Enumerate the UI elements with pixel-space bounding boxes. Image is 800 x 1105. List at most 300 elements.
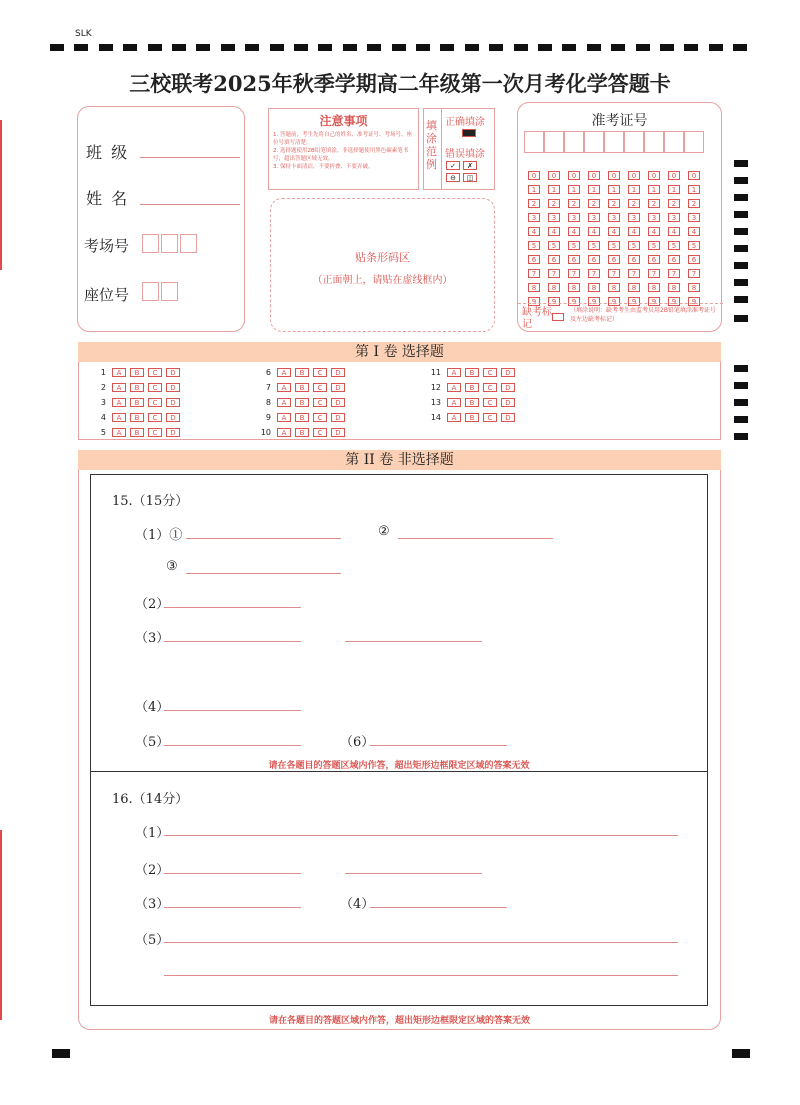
mc-question-row <box>90 379 184 394</box>
exam-id-bubble[interactable]: 1 <box>608 185 620 194</box>
timing-mark <box>734 228 748 235</box>
name-label: 姓 名 <box>86 189 130 208</box>
timing-mark <box>245 44 259 51</box>
exam-id-bubble[interactable]: 3 <box>568 213 580 222</box>
mc-option-bubble[interactable]: B <box>465 368 479 377</box>
mc-option-bubble[interactable]: D <box>166 368 180 377</box>
exam-id-bubble[interactable]: 2 <box>568 199 580 208</box>
exam-id-bubble[interactable]: 8 <box>548 283 560 292</box>
exam-id-bubble[interactable]: 2 <box>608 199 620 208</box>
q15-p6-answer[interactable] <box>370 745 507 746</box>
exam-id-bubble[interactable]: 0 <box>628 171 640 180</box>
mc-option-bubble[interactable]: B <box>465 398 479 407</box>
mc-option-bubble[interactable]: C <box>483 368 497 377</box>
exam-id-bubble[interactable]: 3 <box>608 213 620 222</box>
exam-id-bubble[interactable]: 5 <box>608 241 620 250</box>
exam-id-bubble[interactable]: 6 <box>668 255 680 264</box>
exam-id-bubble[interactable]: 8 <box>568 283 580 292</box>
timing-mark <box>392 44 406 51</box>
mc-question-row <box>425 364 519 379</box>
mc-column-2[interactable] <box>255 364 349 439</box>
mc-question-row <box>255 379 349 394</box>
mc-question-number: 5 <box>100 428 106 437</box>
mc-option-bubble[interactable]: A <box>447 398 461 407</box>
seat-label: 座位号 <box>84 286 130 304</box>
exam-id-bubble[interactable]: 9 <box>588 297 600 306</box>
barcode-area <box>270 198 495 332</box>
notice-box <box>268 108 419 190</box>
timing-mark <box>734 382 748 389</box>
mc-option-bubble[interactable]: B <box>295 398 309 407</box>
exam-id-bubble[interactable]: 8 <box>688 283 700 292</box>
exam-id-box[interactable] <box>604 131 624 153</box>
timing-mark <box>196 44 210 51</box>
exam-id-bubble[interactable]: 8 <box>628 283 640 292</box>
exam-id-bubble[interactable]: 6 <box>588 255 600 264</box>
mc-option-bubble[interactable]: D <box>501 383 515 392</box>
exam-id-bubble[interactable]: 9 <box>668 297 680 306</box>
exam-id-title: 准考证号 <box>591 113 648 129</box>
q16-p2-answer-1[interactable] <box>164 873 301 874</box>
timing-mark <box>734 433 748 440</box>
timing-mark <box>123 44 137 51</box>
timing-mark <box>74 44 88 51</box>
timing-mark <box>465 44 479 51</box>
notice-item: 1. 答题前，考生先将自己的姓名、准考证号、考场号、座位号填写清楚。 <box>273 132 412 146</box>
exam-id-bubble[interactable]: 3 <box>688 213 700 222</box>
timing-mark <box>318 44 332 51</box>
exam-id-bubble[interactable]: 2 <box>628 199 640 208</box>
mc-option-bubble[interactable]: D <box>331 428 345 437</box>
exam-id-bubble[interactable]: 5 <box>648 241 660 250</box>
timing-mark <box>294 44 308 51</box>
student-info-panel <box>77 106 245 332</box>
sheet-code: SLK <box>75 29 92 39</box>
exam-id-bubble[interactable]: 4 <box>548 227 560 236</box>
bottom-left-mark <box>52 1049 70 1058</box>
exam-id-bubble[interactable]: 3 <box>548 213 560 222</box>
mc-option-bubble[interactable]: B <box>295 413 309 422</box>
mc-option-bubble[interactable]: C <box>483 383 497 392</box>
timing-mark <box>734 296 748 303</box>
exam-id-bubble[interactable]: 7 <box>548 269 560 278</box>
q15-p6-label: （6） <box>340 735 375 750</box>
exam-id-bubble[interactable]: 9 <box>608 297 620 306</box>
mc-question-row <box>425 394 519 409</box>
mc-option-bubble[interactable]: A <box>447 383 461 392</box>
exam-id-bubble[interactable]: 0 <box>648 171 660 180</box>
timing-mark <box>733 44 747 51</box>
mc-option-bubble[interactable]: B <box>295 383 309 392</box>
q16-p3-answer[interactable] <box>164 907 301 908</box>
mc-option-bubble[interactable]: C <box>313 383 327 392</box>
exam-id-bubble[interactable]: 1 <box>548 185 560 194</box>
q15-p1b-label: ② <box>378 524 390 539</box>
timing-mark <box>734 177 748 184</box>
mc-option-bubble[interactable]: D <box>331 383 345 392</box>
timing-mark <box>734 194 748 201</box>
timing-mark <box>221 44 235 51</box>
timing-mark <box>367 44 381 51</box>
mc-option-bubble[interactable]: A <box>112 398 126 407</box>
exam-id-bubble[interactable]: 2 <box>528 199 540 208</box>
exam-id-bubble[interactable]: 8 <box>588 283 600 292</box>
timing-mark <box>636 44 650 51</box>
exam-id-bubble[interactable]: 0 <box>528 171 540 180</box>
mc-column-3[interactable] <box>425 364 519 424</box>
mc-question-number: 10 <box>260 428 271 437</box>
mc-question-row <box>255 409 349 424</box>
exam-id-bubble[interactable]: 8 <box>668 283 680 292</box>
exam-id-bubble[interactable]: 9 <box>528 297 540 306</box>
mc-option-bubble[interactable]: B <box>130 413 144 422</box>
mc-option-bubble[interactable]: C <box>313 398 327 407</box>
mc-option-bubble[interactable]: D <box>331 413 345 422</box>
mc-question-number: 13 <box>430 398 441 407</box>
q16-p5-answer-2[interactable] <box>164 975 678 976</box>
exam-id-bubble[interactable]: 4 <box>608 227 620 236</box>
mc-option-bubble[interactable]: B <box>465 413 479 422</box>
timing-mark <box>416 44 430 51</box>
mc-option-bubble[interactable]: C <box>148 413 162 422</box>
exam-id-box[interactable] <box>624 131 644 153</box>
q16-p4-label: （4） <box>340 897 375 912</box>
mc-option-bubble[interactable]: A <box>112 368 126 377</box>
exam-id-bubble[interactable]: 5 <box>528 241 540 250</box>
timing-mark <box>709 44 723 51</box>
mc-option-bubble[interactable]: D <box>331 368 345 377</box>
exam-id-bubble[interactable]: 4 <box>668 227 680 236</box>
exam-id-bubble[interactable]: 1 <box>648 185 660 194</box>
q16-p1-label: （1） <box>135 826 170 841</box>
exam-id-bubble[interactable]: 7 <box>668 269 680 278</box>
mc-question-row <box>255 364 349 379</box>
exam-id-bubble[interactable]: 7 <box>688 269 700 278</box>
exam-id-bubble[interactable]: 4 <box>528 227 540 236</box>
exam-id-bubble[interactable]: 6 <box>648 255 660 264</box>
q16-p1-answer[interactable] <box>164 835 678 836</box>
mc-option-bubble[interactable]: D <box>166 428 180 437</box>
timing-mark <box>172 44 186 51</box>
timing-mark <box>684 44 698 51</box>
exam-id-bubble[interactable]: 4 <box>588 227 600 236</box>
mc-question-row <box>90 424 184 439</box>
mc-question-number: 2 <box>100 383 106 392</box>
exam-id-bubble[interactable]: 5 <box>548 241 560 250</box>
q15-p3-answer-1[interactable] <box>164 641 301 642</box>
timing-mark <box>660 44 674 51</box>
correct-fill-label: 正确填涂 <box>445 117 485 128</box>
mc-option-bubble[interactable]: B <box>295 368 309 377</box>
mc-option-bubble[interactable]: C <box>483 413 497 422</box>
q15-p2-answer[interactable] <box>164 607 301 608</box>
exam-id-bubble[interactable]: 6 <box>688 255 700 264</box>
q15-p2-label: （2） <box>135 597 170 612</box>
mc-question-number: 6 <box>265 368 271 377</box>
mc-question-number: 4 <box>100 413 106 422</box>
timing-mark <box>611 44 625 51</box>
q15-p5-answer[interactable] <box>164 745 301 746</box>
q16-warning: 请在各题目的答题区域内作答，超出矩形边框限定区域的答案无效 <box>268 1016 530 1026</box>
exam-id-bubble[interactable]: 9 <box>548 297 560 306</box>
exam-id-bubble[interactable]: 9 <box>568 297 580 306</box>
exam-id-bubble[interactable]: 8 <box>608 283 620 292</box>
exam-id-bubble[interactable]: 6 <box>608 255 620 264</box>
answer-box-15 <box>90 474 708 772</box>
q16-p5-answer-1[interactable] <box>164 942 678 943</box>
exam-id-bubble[interactable]: 1 <box>588 185 600 194</box>
barcode-title: 贴条形码区 <box>355 251 410 264</box>
exam-id-box[interactable] <box>664 131 684 153</box>
exam-id-box[interactable] <box>564 131 584 153</box>
exam-id-bubble[interactable]: 1 <box>628 185 640 194</box>
q15-title: 15.（15分） <box>112 494 189 509</box>
exam-id-bubble[interactable]: 7 <box>628 269 640 278</box>
mc-question-row <box>255 394 349 409</box>
seat-boxes[interactable] <box>142 282 180 305</box>
timing-mark <box>734 211 748 218</box>
exam-id-box[interactable] <box>584 131 604 153</box>
timing-mark <box>734 315 748 322</box>
q15-p1-answer-2[interactable] <box>398 538 553 539</box>
page-title: 三校联考2025年秋季学期高二年级第一次月考化学答题卡 <box>129 71 671 96</box>
absent-note: （填涂说明：缺考考生由监考员用2B铅笔填涂准考证号及左边缺考标记） <box>570 307 716 323</box>
exam-id-bubble[interactable]: 2 <box>668 199 680 208</box>
exam-id-bubble[interactable]: 5 <box>688 241 700 250</box>
mc-question-row <box>425 379 519 394</box>
exam-id-bubble[interactable]: 5 <box>628 241 640 250</box>
exam-id-grid[interactable] <box>528 163 708 306</box>
mc-option-bubble[interactable]: B <box>130 383 144 392</box>
mc-question-row <box>255 424 349 439</box>
mc-option-bubble[interactable]: C <box>313 413 327 422</box>
correct-fill-sample <box>462 129 476 137</box>
mc-question-number: 3 <box>100 398 106 407</box>
mc-question-number: 8 <box>265 398 271 407</box>
exam-id-bubble[interactable]: 2 <box>688 199 700 208</box>
q16-p3-label: （3） <box>135 897 170 912</box>
mc-question-row <box>90 409 184 424</box>
exam-id-bubble[interactable]: 6 <box>628 255 640 264</box>
mc-option-bubble[interactable]: C <box>313 368 327 377</box>
q15-p4-label: （4） <box>135 700 170 715</box>
q15-p1c-label: ③ <box>166 559 178 574</box>
mc-option-bubble[interactable]: C <box>483 398 497 407</box>
mc-question-number: 14 <box>430 413 441 422</box>
mc-option-bubble[interactable]: A <box>447 368 461 377</box>
mc-option-bubble[interactable]: D <box>501 398 515 407</box>
mc-option-bubble[interactable]: A <box>112 428 126 437</box>
mc-option-bubble[interactable]: B <box>130 368 144 377</box>
exam-id-bubble[interactable]: 7 <box>528 269 540 278</box>
exam-id-bubble[interactable]: 3 <box>668 213 680 222</box>
mc-question-row <box>425 409 519 424</box>
timing-mark <box>343 44 357 51</box>
exam-id-box[interactable] <box>644 131 664 153</box>
mc-option-bubble[interactable]: D <box>501 413 515 422</box>
exam-id-bubble[interactable]: 8 <box>528 283 540 292</box>
exam-id-bubble[interactable]: 4 <box>648 227 660 236</box>
exam-id-bubble[interactable]: 6 <box>548 255 560 264</box>
exam-id-boxes[interactable] <box>524 131 704 157</box>
notice-item: 3. 保持卡面清洁，不要折叠、不要弄破。 <box>273 164 374 170</box>
exam-id-panel <box>517 102 722 332</box>
timing-mark <box>99 44 113 51</box>
q16-p2-label: （2） <box>135 863 170 878</box>
mc-option-bubble[interactable]: C <box>148 398 162 407</box>
mc-option-bubble[interactable]: C <box>148 368 162 377</box>
exam-id-bubble[interactable]: 7 <box>648 269 660 278</box>
exam-id-bubble[interactable]: 1 <box>688 185 700 194</box>
exam-id-bubble[interactable]: 0 <box>688 171 700 180</box>
exam-id-bubble[interactable]: 1 <box>528 185 540 194</box>
exam-id-bubble[interactable]: 5 <box>568 241 580 250</box>
notice-title: 注意事项 <box>319 114 368 128</box>
timing-mark <box>734 365 748 372</box>
room-boxes[interactable] <box>142 234 199 257</box>
mc-question-number: 1 <box>100 368 106 377</box>
timing-mark <box>270 44 284 51</box>
exam-id-bubble[interactable]: 0 <box>588 171 600 180</box>
exam-id-bubble[interactable]: 9 <box>648 297 660 306</box>
mc-column-1[interactable] <box>90 364 184 439</box>
mc-option-bubble[interactable]: A <box>277 428 291 437</box>
timing-mark <box>538 44 552 51</box>
exam-id-bubble[interactable]: 2 <box>648 199 660 208</box>
exam-id-bubble[interactable]: 9 <box>688 297 700 306</box>
exam-id-bubble[interactable]: 5 <box>588 241 600 250</box>
exam-id-bubble[interactable]: 0 <box>608 171 620 180</box>
mc-question-number: 9 <box>265 413 271 422</box>
exam-id-bubble[interactable]: 0 <box>668 171 680 180</box>
mc-question-row <box>90 394 184 409</box>
class-label: 班 级 <box>86 143 130 162</box>
mc-option-bubble[interactable]: B <box>130 428 144 437</box>
mc-question-number: 11 <box>430 368 441 377</box>
exam-id-box[interactable] <box>684 131 704 153</box>
exam-id-bubble[interactable]: 7 <box>568 269 580 278</box>
mc-option-bubble[interactable]: D <box>166 383 180 392</box>
exam-id-bubble[interactable]: 2 <box>548 199 560 208</box>
timing-mark <box>514 44 528 51</box>
mc-option-bubble[interactable]: B <box>465 383 479 392</box>
q15-p1-answer-1[interactable] <box>186 538 341 539</box>
mc-option-bubble[interactable]: A <box>277 413 291 422</box>
exam-id-bubble[interactable]: 7 <box>588 269 600 278</box>
timing-mark <box>734 160 748 167</box>
section2-header: 第 II 卷 非选择题 <box>78 450 721 470</box>
exam-id-bubble[interactable]: 5 <box>668 241 680 250</box>
mc-option-bubble[interactable]: A <box>277 398 291 407</box>
exam-id-bubble[interactable]: 0 <box>568 171 580 180</box>
exam-id-bubble[interactable]: 3 <box>528 213 540 222</box>
class-field[interactable] <box>140 157 240 158</box>
mc-option-bubble[interactable]: C <box>148 428 162 437</box>
mc-option-bubble[interactable]: A <box>447 413 461 422</box>
absent-checkbox[interactable] <box>552 313 564 321</box>
wrong-fill-samples: ✓ ✗ ⊖ ◫ <box>446 160 480 184</box>
exam-id-bubble[interactable]: 7 <box>608 269 620 278</box>
timing-mark <box>734 279 748 286</box>
q16-p5-label: （5） <box>135 933 170 948</box>
mc-question-row <box>90 364 184 379</box>
mc-option-bubble[interactable]: D <box>331 398 345 407</box>
barcode-subtitle: （正面朝上，请贴在虚线框内） <box>312 275 453 286</box>
mc-option-bubble[interactable]: A <box>112 383 126 392</box>
mc-option-bubble[interactable]: A <box>277 383 291 392</box>
q15-warning: 请在各题目的答题区域内作答，超出矩形边框限定区域的答案无效 <box>268 761 530 771</box>
mc-option-bubble[interactable]: B <box>130 398 144 407</box>
mc-option-bubble[interactable]: C <box>313 428 327 437</box>
notice-item: 2. 选择题使用2B铅笔填涂，非选择题使用黑色碳素笔书写，超出答题区域无效。 <box>273 148 409 162</box>
timing-mark <box>734 416 748 423</box>
q15-p3-label: （3） <box>135 631 170 646</box>
q16-p4-answer[interactable] <box>370 907 507 908</box>
exam-id-bubble[interactable]: 3 <box>588 213 600 222</box>
q16-title: 16.（14分） <box>112 792 189 807</box>
timing-mark <box>440 44 454 51</box>
mc-option-bubble[interactable]: D <box>166 398 180 407</box>
wrong-fill-label: 错误填涂 <box>445 149 485 160</box>
mc-option-bubble[interactable]: D <box>501 368 515 377</box>
timing-mark <box>148 44 162 51</box>
fill-example-side-label: 填涂范例 <box>426 119 437 171</box>
exam-id-bubble[interactable]: 4 <box>628 227 640 236</box>
timing-mark <box>734 245 748 252</box>
mc-option-bubble[interactable]: A <box>112 413 126 422</box>
timing-mark <box>489 44 503 51</box>
mc-option-bubble[interactable]: D <box>166 413 180 422</box>
timing-mark <box>562 44 576 51</box>
exam-id-bubble[interactable]: 6 <box>568 255 580 264</box>
exam-id-bubble[interactable]: 4 <box>688 227 700 236</box>
q15-p3-answer-2[interactable] <box>345 641 482 642</box>
exam-id-bubble[interactable]: 2 <box>588 199 600 208</box>
exam-id-bubble[interactable]: 1 <box>668 185 680 194</box>
mc-question-number: 7 <box>265 383 271 392</box>
fill-example <box>423 108 495 190</box>
q15-p1-label: （1）① <box>135 528 183 543</box>
q15-p4-answer[interactable] <box>164 710 301 711</box>
exam-id-bubble[interactable]: 9 <box>628 297 640 306</box>
exam-id-bubble[interactable]: 1 <box>568 185 580 194</box>
exam-id-bubble[interactable]: 8 <box>648 283 660 292</box>
exam-id-box[interactable] <box>524 131 544 153</box>
exam-id-bubble[interactable]: 3 <box>628 213 640 222</box>
timing-mark <box>587 44 601 51</box>
q15-p5-label: （5） <box>135 735 170 750</box>
absent-label: 缺考标记 <box>522 307 552 330</box>
q15-p1-answer-3[interactable] <box>186 573 341 574</box>
timing-mark <box>734 262 748 269</box>
mc-question-number: 12 <box>430 383 441 392</box>
name-field[interactable] <box>140 204 240 205</box>
exam-id-bubble[interactable]: 6 <box>528 255 540 264</box>
mc-option-bubble[interactable]: A <box>277 368 291 377</box>
exam-id-bubble[interactable]: 0 <box>548 171 560 180</box>
exam-id-bubble[interactable]: 4 <box>568 227 580 236</box>
bottom-right-mark <box>732 1049 750 1058</box>
mc-option-bubble[interactable]: C <box>148 383 162 392</box>
timing-mark <box>734 399 748 406</box>
exam-id-box[interactable] <box>544 131 564 153</box>
room-label: 考场号 <box>84 237 130 255</box>
mc-option-bubble[interactable]: B <box>295 428 309 437</box>
section1-header: 第 I 卷 选择题 <box>78 342 721 362</box>
exam-id-bubble[interactable]: 3 <box>648 213 660 222</box>
timing-mark <box>50 44 64 51</box>
q16-p2-answer-2[interactable] <box>345 873 482 874</box>
